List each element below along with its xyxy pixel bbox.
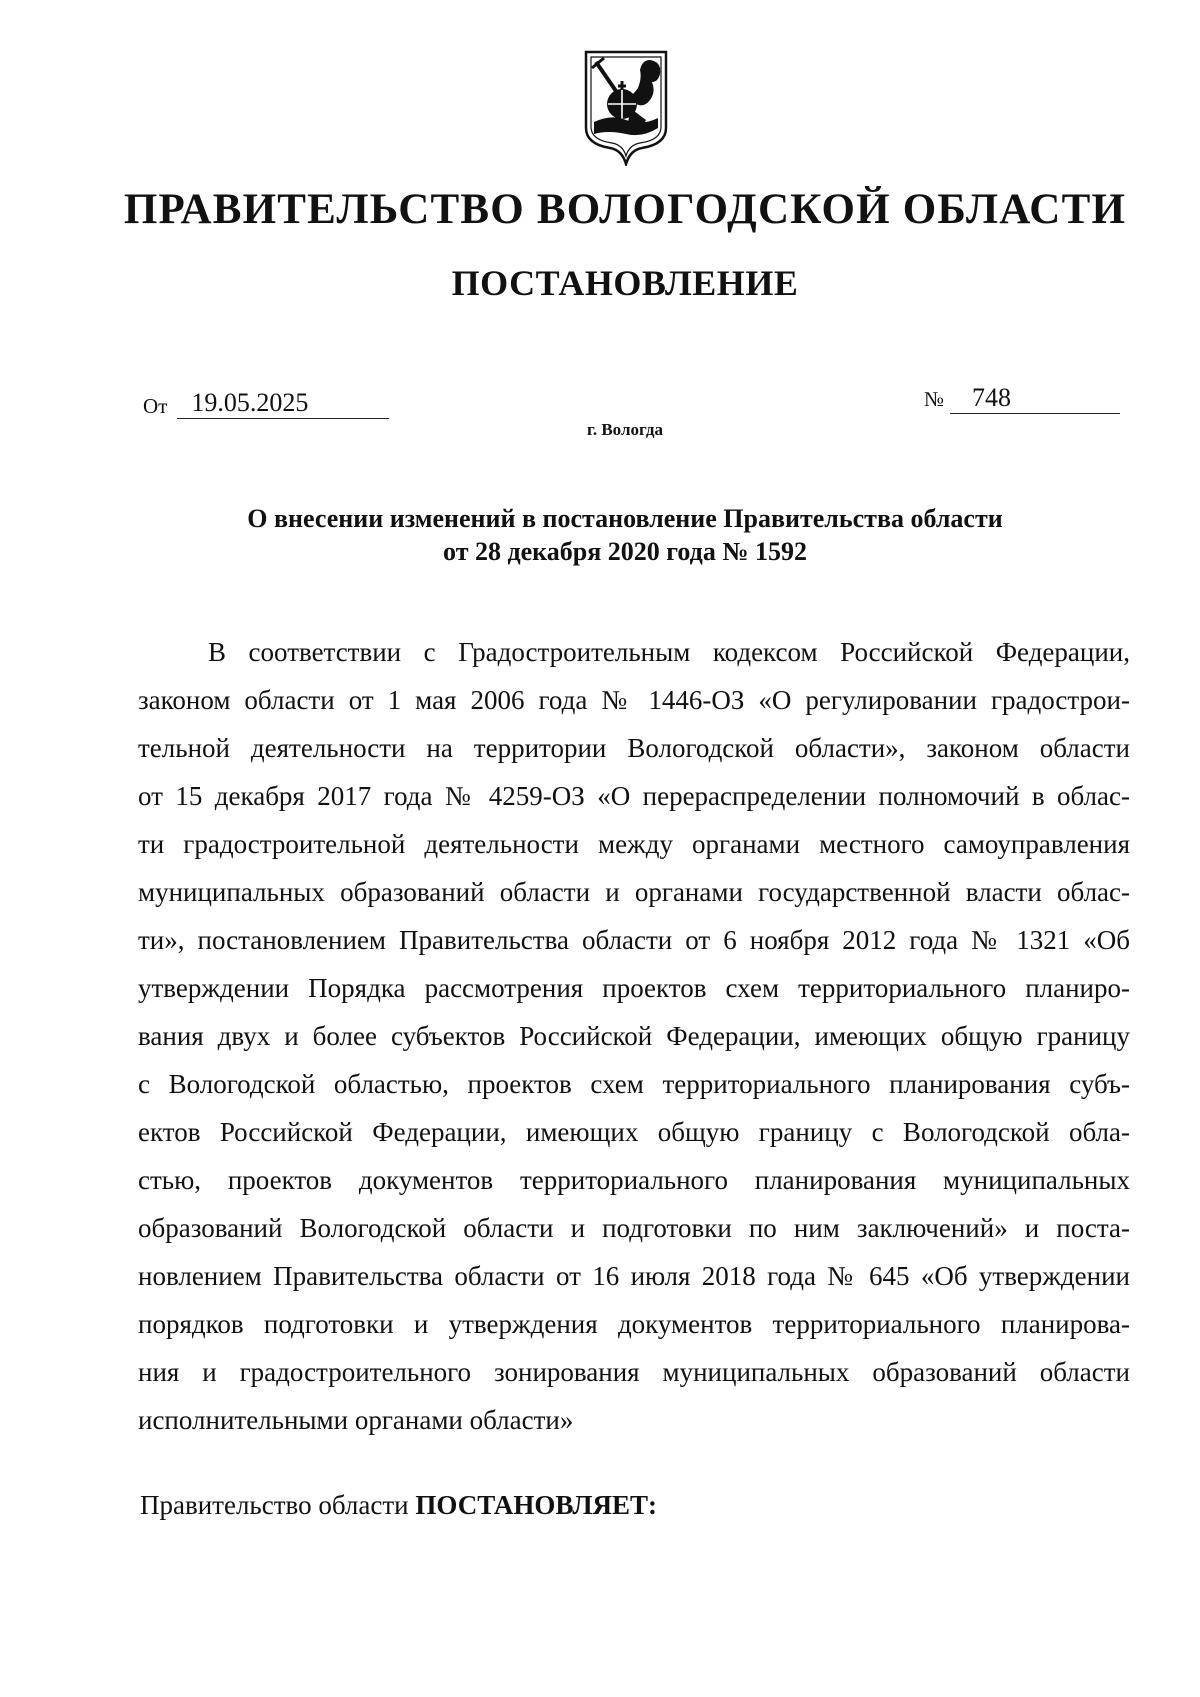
organization-title: ПРАВИТЕЛЬСТВО ВОЛОГОДСКОЙ ОБЛАСТИ: [123, 186, 1127, 233]
body-line: ти градостроительной деятельности между органами местного самоуправления: [138, 829, 1130, 859]
body-line: ектов Российской Федерации, имеющих общую границу с Вологодской обла-: [138, 1117, 1130, 1147]
vologda-coat-of-arms-icon: [582, 48, 670, 166]
document-city: г. Вологда: [587, 420, 663, 439]
document-body: [138, 628, 1130, 1444]
body-line: тельной деятельности на территории Вологодской области», законом области: [138, 733, 1130, 763]
body-line: стью, проектов документов территориального планирования муниципальных: [138, 1165, 1130, 1195]
document-subject: [0, 502, 1200, 568]
body-line: утверждении Порядка рассмотрения проектов схем территориального планиро-: [138, 973, 1130, 1003]
document-date: [143, 388, 389, 419]
resolve-statement: [140, 1490, 657, 1521]
body-line: ти», постановлением Правительства области от 6 ноября 2012 года № 1321 «Об: [138, 925, 1130, 955]
body-line: исполнительными органами области»: [138, 1405, 574, 1435]
number-prefix: №: [924, 387, 945, 411]
body-line: законом области от 1 мая 2006 года № 1446-ОЗ «О регулировании градострои-: [138, 685, 1130, 715]
body-line: порядков подготовки и утверждения документов территориального планирова-: [138, 1309, 1130, 1339]
body-line: В соответствии с Градостроительным кодексом Российской Федерации,: [208, 637, 1130, 667]
date-value: 19.05.2025: [177, 388, 389, 419]
body-line: вания двух и более субъектов Российской Федерации, имеющих общую границу: [138, 1021, 1130, 1051]
body-line: муниципальных образований области и органами государственной власти облас-: [138, 877, 1130, 907]
subject-line-1: О внесении изменений в постановление Правительства области: [247, 504, 1003, 533]
document-type: ПОСТАНОВЛЕНИЕ: [451, 263, 799, 303]
resolve-prefix: Правительство области: [140, 1490, 409, 1520]
body-line: от 15 декабря 2017 года № 4259-ОЗ «О перераспределении полномочий в облас-: [138, 781, 1130, 811]
date-prefix: От: [143, 394, 168, 418]
body-line: образований Вологодской области и подготовки по ним заключений» и поста-: [138, 1213, 1130, 1243]
body-line: ния и градостроительного зонирования муниципальных образований области: [138, 1357, 1130, 1387]
subject-line-2: от 28 декабря 2020 года № 1592: [443, 537, 807, 566]
body-line: новлением Правительства области от 16 июля 2018 года № 645 «Об утверждении: [138, 1261, 1130, 1291]
body-line: с Вологодской областью, проектов схем территориального планирования субъ-: [138, 1069, 1130, 1099]
number-value: 748: [950, 383, 1120, 414]
resolve-word: ПОСТАНОВЛЯЕТ:: [415, 1490, 657, 1520]
document-number: [924, 383, 1120, 414]
